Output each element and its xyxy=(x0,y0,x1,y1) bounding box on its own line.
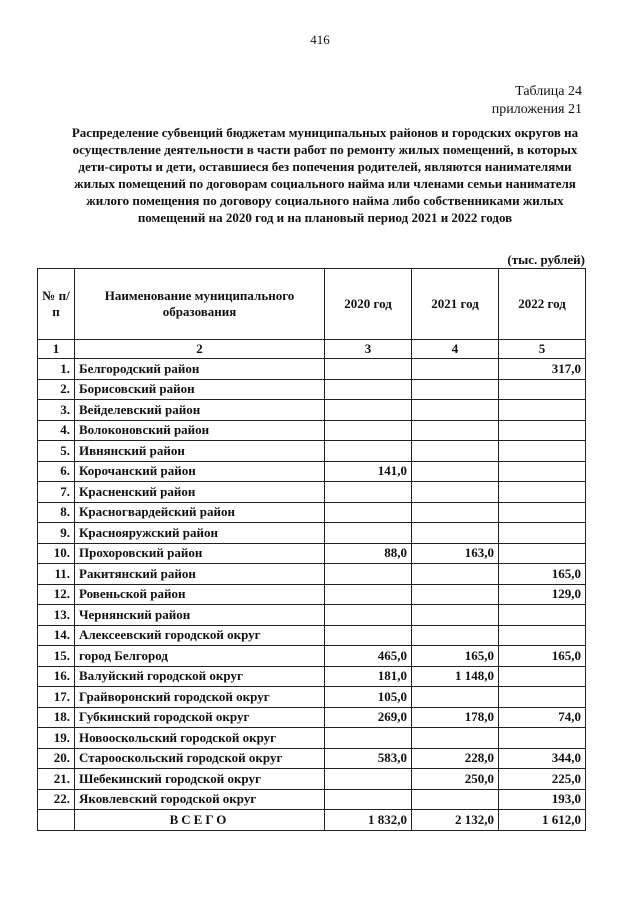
municipality-name-cell: Ивнянский район xyxy=(75,441,325,462)
municipality-name-cell: Новооскольский городской округ xyxy=(75,728,325,749)
table-row xyxy=(38,400,586,421)
row-number-cell: 10. xyxy=(38,543,75,564)
value-2020-cell xyxy=(325,379,412,400)
value-2020-cell xyxy=(325,584,412,605)
municipality-name-cell: Яковлевский городской округ xyxy=(75,789,325,810)
table-row xyxy=(38,379,586,400)
value-2020-cell xyxy=(325,789,412,810)
value-2020-cell xyxy=(325,769,412,790)
total-2022-cell: 1 612,0 xyxy=(499,810,586,831)
total-blank-cell xyxy=(38,810,75,831)
value-2020-cell: 269,0 xyxy=(325,707,412,728)
municipality-name-cell: Борисовский район xyxy=(75,379,325,400)
value-2021-cell xyxy=(412,441,499,462)
value-2021-cell xyxy=(412,564,499,585)
value-2021-cell xyxy=(412,584,499,605)
caption-appendix: приложения 21 xyxy=(491,102,582,117)
value-2020-cell: 105,0 xyxy=(325,687,412,708)
municipality-name-cell: Губкинский городской округ xyxy=(75,707,325,728)
value-2021-cell xyxy=(412,687,499,708)
total-label-cell: ВСЕГО xyxy=(75,810,325,831)
table-row xyxy=(38,728,586,749)
value-2022-cell xyxy=(499,728,586,749)
row-number-cell: 20. xyxy=(38,748,75,769)
column-number-cell: 3 xyxy=(325,340,412,359)
column-number-cell: 4 xyxy=(412,340,499,359)
value-2022-cell xyxy=(499,502,586,523)
row-number-cell: 11. xyxy=(38,564,75,585)
municipality-name-cell: Валуйский городской округ xyxy=(75,666,325,687)
municipality-name-cell: Белгородский район xyxy=(75,359,325,380)
row-number-cell: 14. xyxy=(38,625,75,646)
value-2021-cell xyxy=(412,400,499,421)
municipality-name-cell: Ровеньской район xyxy=(75,584,325,605)
table-caption xyxy=(492,83,582,119)
value-2020-cell xyxy=(325,625,412,646)
column-number-cell: 1 xyxy=(38,340,75,359)
value-2020-cell xyxy=(325,728,412,749)
row-number-cell: 18. xyxy=(38,707,75,728)
value-2022-cell xyxy=(499,523,586,544)
value-2022-cell: 317,0 xyxy=(499,359,586,380)
header-name: Наименование муниципального образования xyxy=(75,269,325,340)
value-2020-cell xyxy=(325,523,412,544)
value-2021-cell xyxy=(412,379,499,400)
table-row xyxy=(38,359,586,380)
municipality-name-cell: Прохоровский район xyxy=(75,543,325,564)
row-number-cell: 5. xyxy=(38,441,75,462)
row-number-cell: 22. xyxy=(38,789,75,810)
municipality-name-cell: Красненский район xyxy=(75,482,325,503)
header-2022: 2022 год xyxy=(499,269,586,340)
row-number-cell: 17. xyxy=(38,687,75,708)
table-row xyxy=(38,605,586,626)
column-number-cell: 2 xyxy=(75,340,325,359)
value-2021-cell xyxy=(412,523,499,544)
value-2021-cell: 178,0 xyxy=(412,707,499,728)
value-2020-cell xyxy=(325,605,412,626)
row-number-cell: 1. xyxy=(38,359,75,380)
value-2022-cell: 344,0 xyxy=(499,748,586,769)
row-number-cell: 7. xyxy=(38,482,75,503)
value-2021-cell xyxy=(412,625,499,646)
municipality-name-cell: Шебекинский городской округ xyxy=(75,769,325,790)
value-2022-cell xyxy=(499,687,586,708)
value-2022-cell xyxy=(499,379,586,400)
header-2020: 2020 год xyxy=(325,269,412,340)
row-number-cell: 15. xyxy=(38,646,75,667)
table-row xyxy=(38,769,586,790)
value-2021-cell: 163,0 xyxy=(412,543,499,564)
table-row xyxy=(38,748,586,769)
value-2020-cell xyxy=(325,502,412,523)
row-number-cell: 8. xyxy=(38,502,75,523)
value-2020-cell xyxy=(325,482,412,503)
row-number-cell: 3. xyxy=(38,400,75,421)
row-number-cell: 21. xyxy=(38,769,75,790)
value-2022-cell: 129,0 xyxy=(499,584,586,605)
total-2021-cell: 2 132,0 xyxy=(412,810,499,831)
value-2021-cell xyxy=(412,420,499,441)
value-2022-cell xyxy=(499,482,586,503)
value-2021-cell: 1 148,0 xyxy=(412,666,499,687)
municipality-name-cell: Ракитянский район xyxy=(75,564,325,585)
table-row xyxy=(38,482,586,503)
table-row xyxy=(38,666,586,687)
total-row xyxy=(38,810,586,831)
column-number-cell: 5 xyxy=(499,340,586,359)
value-2020-cell xyxy=(325,359,412,380)
municipality-name-cell: Чернянский район xyxy=(75,605,325,626)
table-row xyxy=(38,420,586,441)
municipality-name-cell: город Белгород xyxy=(75,646,325,667)
table-row xyxy=(38,543,586,564)
value-2022-cell xyxy=(499,400,586,421)
value-2020-cell: 583,0 xyxy=(325,748,412,769)
value-2022-cell: 225,0 xyxy=(499,769,586,790)
value-2020-cell xyxy=(325,420,412,441)
value-2021-cell: 250,0 xyxy=(412,769,499,790)
document-title: Распределение субвенций бюджетам муниципальных районов и городских округов на осуществление деятельности в части работ по ремонту жилых помещений, в которых дети-сироты и дети, оставшиеся без попечения родителей, являются нанимателями жилых помещений по договорам социального найма или членами семьи нанимателя жилого помещения по договору социального найма либо собственниками жилых помещений на 2020 год и на плановый период 2021 и 2022 годов xyxy=(71,125,579,225)
value-2021-cell xyxy=(412,359,499,380)
municipality-name-cell: Грайворонский городской округ xyxy=(75,687,325,708)
value-2022-cell xyxy=(499,420,586,441)
table-row xyxy=(38,564,586,585)
value-2020-cell: 88,0 xyxy=(325,543,412,564)
page-number: 416 xyxy=(310,32,330,47)
municipality-name-cell: Старооскольский городской округ xyxy=(75,748,325,769)
value-2020-cell: 465,0 xyxy=(325,646,412,667)
header-number: № п/п xyxy=(38,269,75,340)
table-row xyxy=(38,502,586,523)
units-label: (тыс. рублей) xyxy=(507,252,585,267)
row-number-cell: 13. xyxy=(38,605,75,626)
table-body xyxy=(38,340,586,831)
table-row xyxy=(38,625,586,646)
value-2022-cell: 165,0 xyxy=(499,564,586,585)
value-2022-cell xyxy=(499,461,586,482)
municipality-name-cell: Волоконовский район xyxy=(75,420,325,441)
value-2021-cell xyxy=(412,789,499,810)
value-2021-cell xyxy=(412,728,499,749)
row-number-cell: 2. xyxy=(38,379,75,400)
value-2022-cell xyxy=(499,666,586,687)
value-2020-cell xyxy=(325,441,412,462)
value-2020-cell: 181,0 xyxy=(325,666,412,687)
value-2022-cell xyxy=(499,543,586,564)
row-number-cell: 6. xyxy=(38,461,75,482)
value-2020-cell xyxy=(325,564,412,585)
row-number-cell: 9. xyxy=(38,523,75,544)
value-2021-cell xyxy=(412,502,499,523)
value-2021-cell: 165,0 xyxy=(412,646,499,667)
municipality-name-cell: Красногвардейский район xyxy=(75,502,325,523)
value-2020-cell: 141,0 xyxy=(325,461,412,482)
value-2022-cell: 165,0 xyxy=(499,646,586,667)
total-2020-cell: 1 832,0 xyxy=(325,810,412,831)
table-row xyxy=(38,707,586,728)
value-2021-cell xyxy=(412,605,499,626)
table-row xyxy=(38,441,586,462)
caption-table-number: Таблица 24 xyxy=(515,84,582,99)
row-number-cell: 4. xyxy=(38,420,75,441)
value-2022-cell: 193,0 xyxy=(499,789,586,810)
table-row xyxy=(38,523,586,544)
value-2022-cell xyxy=(499,441,586,462)
municipality-name-cell: Алексеевский городской округ xyxy=(75,625,325,646)
value-2022-cell xyxy=(499,605,586,626)
column-numbers-row xyxy=(38,340,586,359)
value-2021-cell xyxy=(412,461,499,482)
municipality-name-cell: Краснояружский район xyxy=(75,523,325,544)
row-number-cell: 19. xyxy=(38,728,75,749)
value-2021-cell: 228,0 xyxy=(412,748,499,769)
row-number-cell: 16. xyxy=(38,666,75,687)
table-row xyxy=(38,789,586,810)
municipality-name-cell: Вейделевский район xyxy=(75,400,325,421)
table-row xyxy=(38,461,586,482)
value-2022-cell xyxy=(499,625,586,646)
row-number-cell: 12. xyxy=(38,584,75,605)
table-header-row xyxy=(38,269,586,340)
municipality-name-cell: Корочанский район xyxy=(75,461,325,482)
table-row xyxy=(38,646,586,667)
value-2020-cell xyxy=(325,400,412,421)
table-row xyxy=(38,687,586,708)
header-2021: 2021 год xyxy=(412,269,499,340)
subsidies-table xyxy=(37,268,586,831)
table-row xyxy=(38,584,586,605)
value-2021-cell xyxy=(412,482,499,503)
value-2022-cell: 74,0 xyxy=(499,707,586,728)
